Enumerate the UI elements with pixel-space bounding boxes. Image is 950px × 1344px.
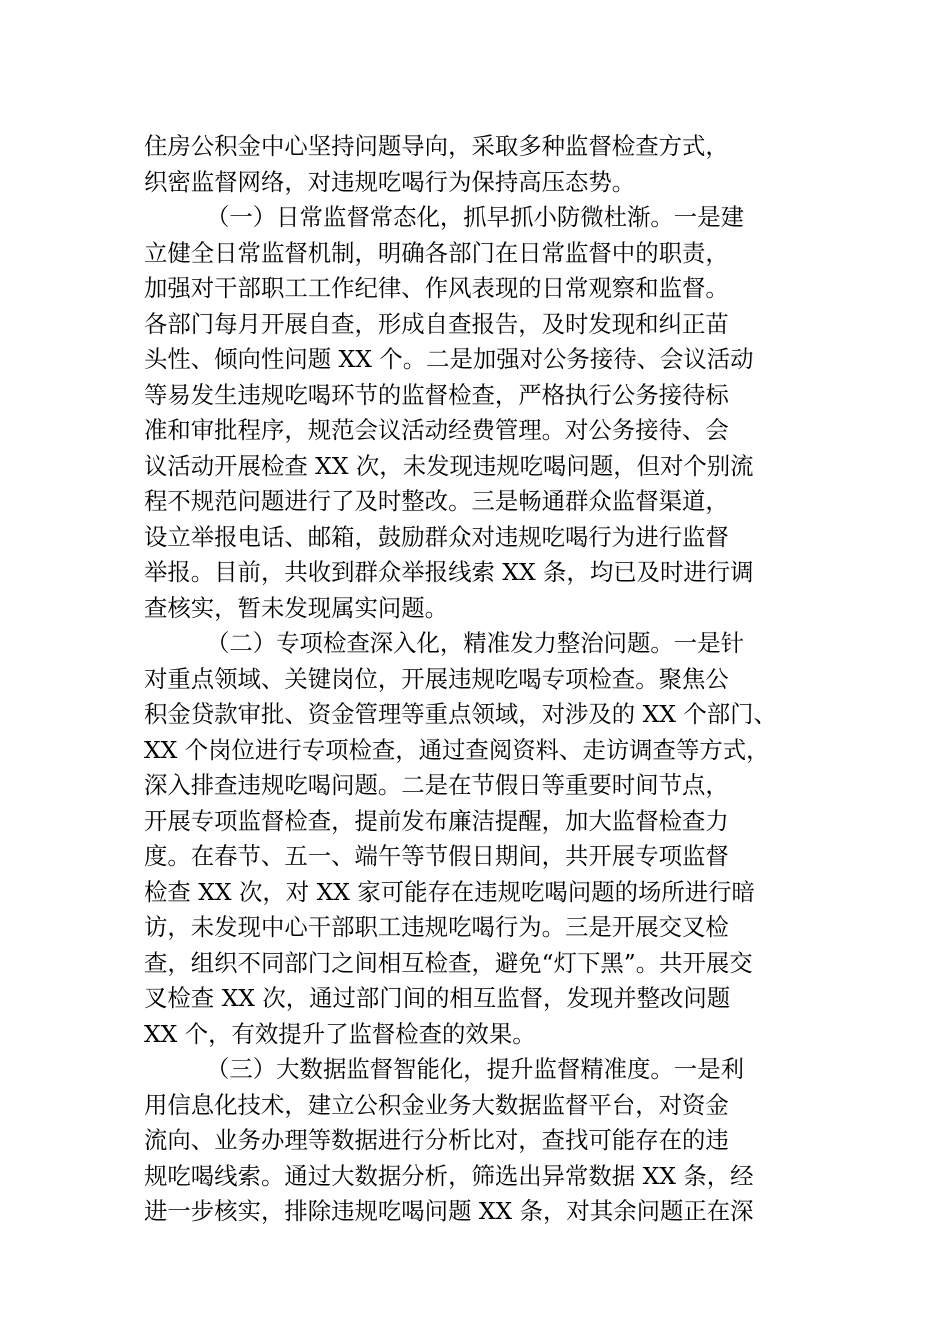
text-line: 开展专项监督检查，提前发布廉洁提醒，加大监督检查力 [144,806,729,835]
text-line: 立健全日常监督机制，明确各部门在日常监督中的职责， [144,238,729,267]
text-line: XX 个岗位进行专项检查，通过查阅资料、走访调查等方式， [144,735,770,764]
text-line: 检查 XX 次，对 XX 家可能存在违规吃喝问题的场所进行暗 [144,877,755,906]
text-line: XX 个，有效提升了监督检查的效果。 [144,1019,536,1048]
section-heading-line: （二）专项检查深入化，精准发力整治问题。一是针 [206,629,744,657]
text-line: 深入排查违规吃喝问题。二是在节假日等重要时间节点， [144,771,729,799]
text-line: 进一步核实，排除违规吃喝问题 XX 条，对其余问题正在深 [144,1197,754,1225]
section-heading-line: （一）日常监督常态化，抓早抓小防微杜渐。一是建 [206,203,744,231]
text-line: 流向、业务办理等数据进行分析比对，查找可能存在的违 [144,1126,729,1154]
text-line: 议活动开展检查 XX 次，未发现违规吃喝问题，但对个别流 [144,451,754,480]
text-line: 访，未发现中心干部职工违规吃喝行为。三是开展交叉检 [144,913,729,941]
text-line: 规吃喝线索。通过大数据分析，筛选出异常数据 XX 条，经 [144,1161,754,1190]
text-line: 程不规范问题进行了及时整改。三是畅通群众监督渠道， [144,487,729,515]
text-line: 积金贷款审批、资金管理等重点领域，对涉及的 XX 个部门、 [144,700,777,728]
document-body-text [144,129,834,1230]
text-line: 设立举报电话、邮箱，鼓励群众对违规吃喝行为进行监督 [144,522,729,551]
text-line: 用信息化技术，建立公积金业务大数据监督平台，对资金 [144,1090,729,1119]
text-line: 度。在春节、五一、端午等节假日期间，共开展专项监督 [144,842,729,870]
text-line: 准和审批程序，规范会议活动经费管理。对公务接待、会 [144,416,729,444]
text-line: 查，组织不同部门之间相互检查，避免“灯下黑”。共开展交 [144,948,753,977]
text-line: 织密监督网络，对违规吃喝行为保持高压态势。 [144,167,636,196]
text-line: 各部门每月开展自查，形成自查报告，及时发现和纠正苗 [144,309,729,338]
text-line: 对重点领域、关键岗位，开展违规吃喝专项检查。聚焦公 [144,664,729,693]
text-line: 住房公积金中心坚持问题导向，采取多种监督检查方式， [144,132,729,160]
text-line: 头性、倾向性问题 XX 个。二是加强对公务接待、会议活动 [144,345,754,373]
text-line: 叉检查 XX 次，通过部门间的相互监督，发现并整改问题 [144,984,731,1012]
text-line: 举报。目前，共收到群众举报线索 XX 条，均已及时进行调 [144,558,754,586]
text-line: 加强对干部职工工作纪律、作风表现的日常观察和监督。 [144,274,729,302]
text-line: 查核实，暂未发现属实问题。 [144,593,449,622]
section-heading-line: （三）大数据监督智能化，提升监督精准度。一是利 [206,1055,744,1083]
text-line: 等易发生违规吃喝环节的监督检查，严格执行公务接待标 [144,380,729,409]
